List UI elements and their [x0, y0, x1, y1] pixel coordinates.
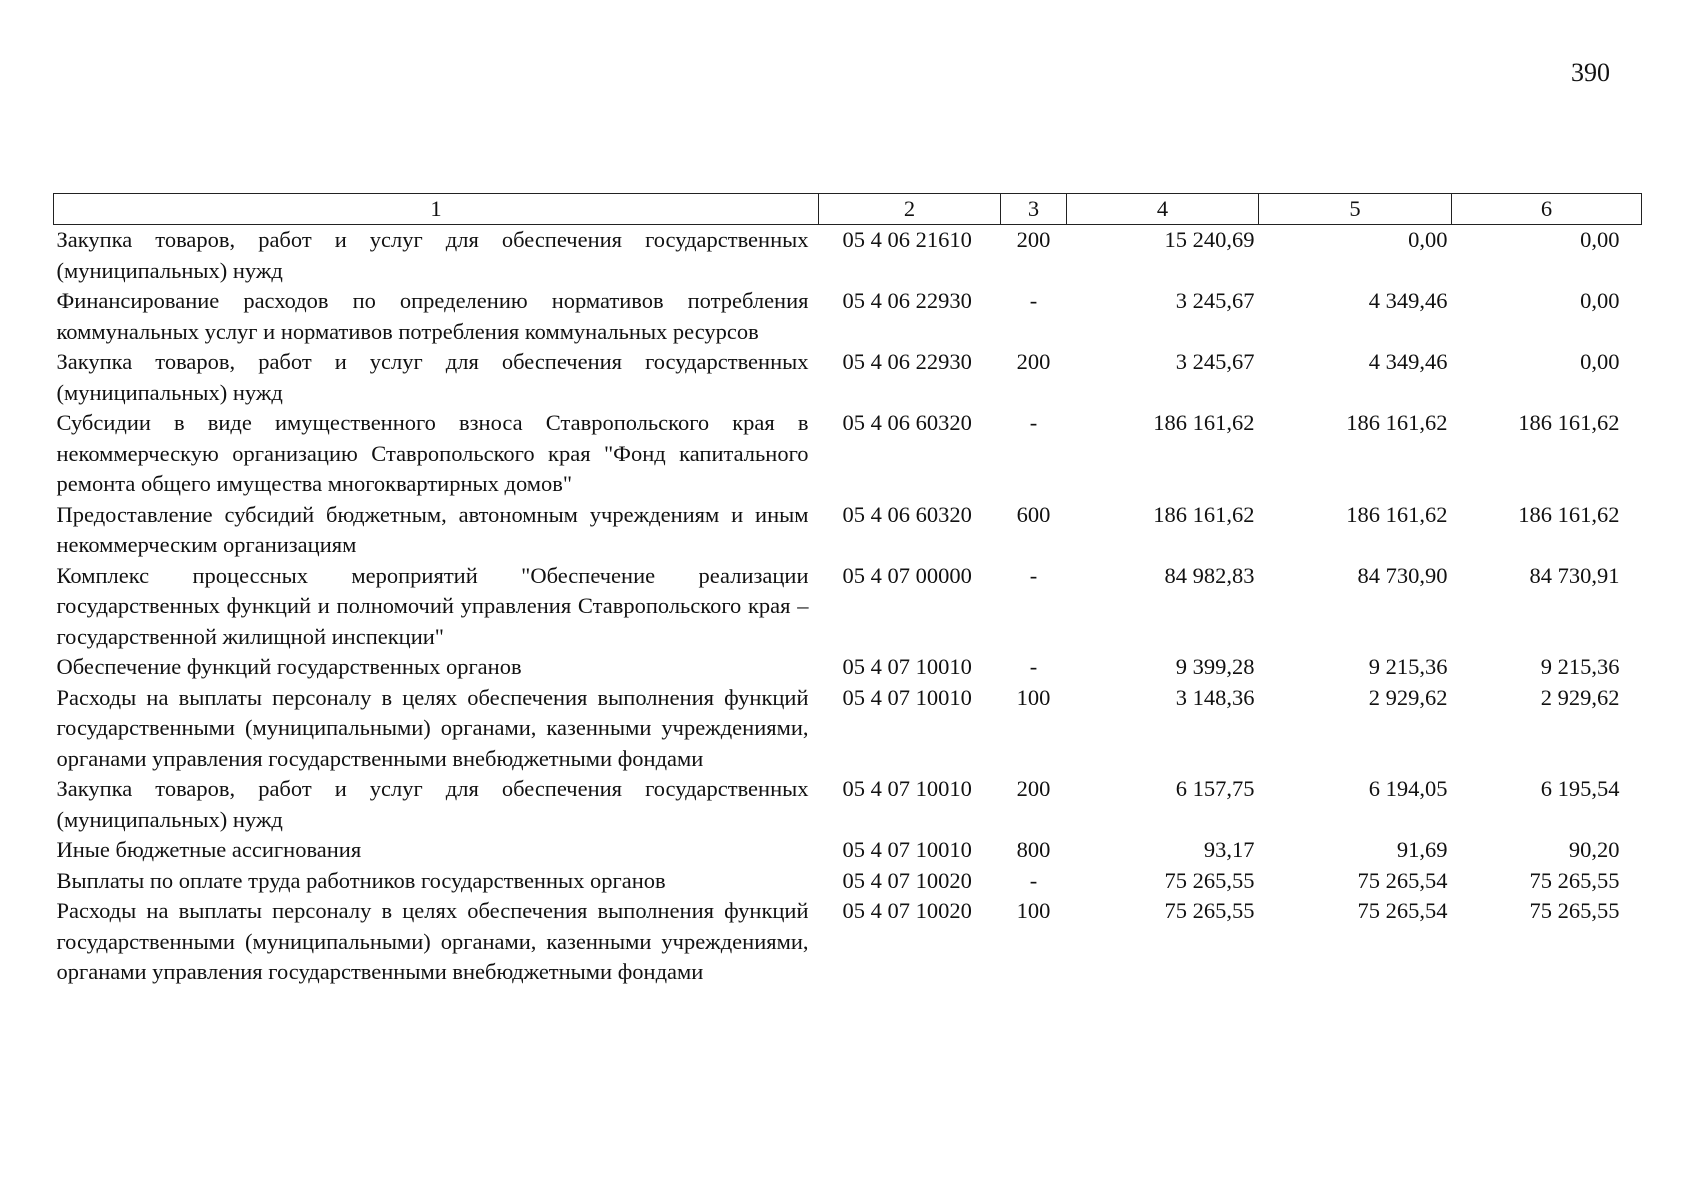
row-name: Предоставление субсидий бюджетным, автономным учреждениям и иным некоммерческим организациям — [56, 501, 809, 557]
table-header — [54, 194, 1642, 225]
row-name: Финансирование расходов по определению нормативов потребления коммунальных услуг и нормативов потребления коммунальных ресурсов — [56, 288, 809, 344]
row-amount-col5: 6 194,05 — [1368, 776, 1448, 801]
table-row — [54, 866, 1642, 897]
row-amount-col5: 2 929,62 — [1368, 684, 1448, 710]
row-amount-col4: 3 148,36 — [1175, 684, 1255, 710]
row-amount-col5: 186 161,62 — [1346, 410, 1448, 435]
row-code: 05 4 06 60320 — [842, 501, 972, 527]
row-code: 05 4 07 10010 — [842, 837, 972, 862]
table-row — [54, 561, 1642, 653]
row-expense-type: - — [1029, 867, 1038, 893]
table-row — [54, 408, 1642, 500]
row-amount-col4: 9 399,28 — [1175, 654, 1255, 679]
row-amount-col4: 186 161,62 — [1153, 501, 1255, 527]
column-header-5: 5 — [1259, 194, 1452, 225]
table-row — [54, 500, 1642, 561]
row-expense-type: 800 — [1016, 837, 1051, 862]
row-name: Выплаты по оплате труда работников государственных органов — [56, 867, 666, 893]
row-name: Обеспечение функций государственных органов — [56, 654, 522, 679]
row-amount-col5: 91,69 — [1396, 837, 1448, 862]
row-amount-col6: 0,00 — [1580, 349, 1620, 374]
table-body — [54, 225, 1642, 988]
row-amount-col5: 4 349,46 — [1368, 288, 1448, 313]
table-row — [54, 286, 1642, 347]
row-expense-type: 600 — [1016, 501, 1051, 527]
page-number: 390 — [1571, 58, 1610, 87]
row-amount-col6: 90,20 — [1568, 837, 1620, 862]
row-amount-col6: 186 161,62 — [1518, 410, 1620, 435]
row-name: Комплекс процессных мероприятий "Обеспечение реализации государственных функций и полномочий управления Ставропольского края – государственной жилищной инспекции" — [56, 562, 809, 649]
row-amount-col5: 186 161,62 — [1346, 501, 1448, 527]
row-expense-type: 100 — [1016, 684, 1051, 710]
row-name: Субсидии в виде имущественного взноса Ставропольского края в некоммерческую организацию Ставропольского края "Фонд капитального ремонта общего имущества многоквартирных домов" — [56, 410, 809, 496]
row-amount-col4: 3 245,67 — [1175, 349, 1255, 374]
column-header-1: 1 — [54, 194, 819, 225]
row-amount-col6: 0,00 — [1580, 227, 1620, 252]
row-amount-col6: 2 929,62 — [1540, 684, 1620, 710]
row-expense-type: 100 — [1016, 898, 1051, 923]
table-row — [54, 225, 1642, 287]
row-code: 05 4 07 10020 — [842, 867, 972, 893]
row-code: 05 4 07 10010 — [842, 776, 972, 801]
row-expense-type: - — [1029, 410, 1038, 435]
row-expense-type: 200 — [1016, 776, 1051, 801]
row-amount-col4: 3 245,67 — [1175, 288, 1255, 313]
row-amount-col4: 84 982,83 — [1164, 562, 1255, 588]
row-code: 05 4 07 10010 — [842, 684, 972, 710]
row-code: 05 4 07 10020 — [842, 898, 972, 923]
table-row — [54, 683, 1642, 775]
row-amount-col6: 0,00 — [1580, 288, 1620, 313]
row-amount-col6: 186 161,62 — [1518, 501, 1620, 527]
row-amount-col4: 75 265,55 — [1164, 867, 1255, 893]
column-header-3: 3 — [1001, 194, 1067, 225]
row-amount-col4: 75 265,55 — [1164, 898, 1255, 923]
row-expense-type: 200 — [1016, 227, 1051, 252]
table-row — [54, 896, 1642, 988]
table-row — [54, 774, 1642, 835]
row-expense-type: - — [1029, 288, 1038, 313]
row-amount-col4: 186 161,62 — [1153, 410, 1255, 435]
row-amount-col4: 93,17 — [1203, 837, 1255, 862]
row-amount-col6: 75 265,55 — [1529, 867, 1620, 893]
row-amount-col5: 75 265,54 — [1357, 898, 1448, 923]
row-amount-col4: 15 240,69 — [1164, 227, 1255, 252]
row-name: Закупка товаров, работ и услуг для обеспечения государственных (муниципальных) нужд — [56, 227, 809, 283]
row-expense-type: - — [1029, 654, 1038, 679]
row-name: Закупка товаров, работ и услуг для обеспечения государственных (муниципальных) нужд — [56, 349, 809, 405]
row-amount-col6: 84 730,91 — [1529, 562, 1620, 588]
row-code: 05 4 06 60320 — [842, 410, 972, 435]
row-amount-col5: 9 215,36 — [1368, 654, 1448, 679]
row-amount-col6: 9 215,36 — [1540, 654, 1620, 679]
table-row — [54, 652, 1642, 683]
header-row — [54, 194, 1642, 225]
row-code: 05 4 06 21610 — [842, 227, 972, 252]
row-name: Расходы на выплаты персоналу в целях обеспечения выполнения функций государственными (муниципальными) органами, казенными учреждениями, органами управления государственными внебюджетными фондами — [56, 898, 809, 984]
row-code: 05 4 06 22930 — [842, 349, 972, 374]
column-header-6: 6 — [1452, 194, 1642, 225]
row-name: Иные бюджетные ассигнования — [56, 837, 362, 862]
row-amount-col6: 75 265,55 — [1529, 898, 1620, 923]
table-row — [54, 835, 1642, 866]
row-expense-type: 200 — [1016, 349, 1051, 374]
column-header-2: 2 — [819, 194, 1001, 225]
row-code: 05 4 06 22930 — [842, 288, 972, 313]
row-expense-type: - — [1029, 562, 1038, 588]
column-header-4: 4 — [1067, 194, 1259, 225]
row-name: Расходы на выплаты персоналу в целях обеспечения выполнения функций государственными (муниципальными) органами, казенными учреждениями, органами управления государственными внебюджетными фондами — [56, 684, 809, 771]
row-amount-col4: 6 157,75 — [1175, 776, 1255, 801]
row-amount-col6: 6 195,54 — [1540, 776, 1620, 801]
budget-table — [53, 193, 1642, 988]
row-amount-col5: 4 349,46 — [1368, 349, 1448, 374]
row-name: Закупка товаров, работ и услуг для обеспечения государственных (муниципальных) нужд — [56, 776, 809, 832]
row-amount-col5: 75 265,54 — [1357, 867, 1448, 893]
row-code: 05 4 07 10010 — [842, 654, 972, 679]
row-amount-col5: 0,00 — [1408, 227, 1448, 252]
row-code: 05 4 07 00000 — [842, 562, 972, 588]
table-row — [54, 347, 1642, 408]
row-amount-col5: 84 730,90 — [1357, 562, 1448, 588]
